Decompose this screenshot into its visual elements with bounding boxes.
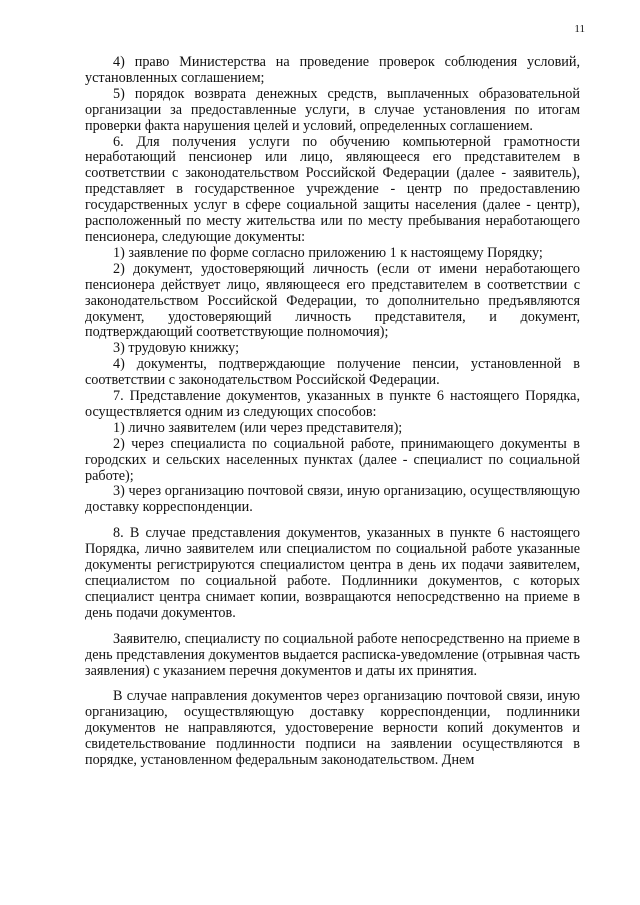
paragraph-clause-8-registration: 8. В случае представления документов, указанных в пункте 6 настоящего Порядка, лично заявителем или специалистом по социальной работе указанные документы регистрируются специалистом центра в день их подачи заявителем, специалистом по социальной работе. Подлинники документов, с которых специалист центра снимает копии, возвращаются непосредственно на приеме в день подачи документов. [85, 525, 580, 621]
paragraph-clause-7-submission: 7. Представление документов, указанных в пункте 6 настоящего Порядка, осуществляется одним из следующих способов: [85, 388, 580, 420]
paragraph-doc-4-pension: 4) документы, подтверждающие получение пенсии, установленной в соответствии с законодательством Российской Федерации. [85, 356, 580, 389]
paragraph-item-4-ministry-inspections: 4) право Министерства на проведение проверок соблюдения условий, установленных соглашением; [85, 54, 580, 86]
paragraph-way-2-social-worker: 2) через специалиста по социальной работе, принимающего документы в городских и сельских населенных пунктах (далее - специалист по социальной работе); [85, 435, 580, 484]
paragraph-doc-2-identity: 2) документ, удостоверяющий личность (если от имени неработающего пенсионера действует лицо, являющееся его представителем в соответствии с законодательством Российской Федерации, то дополнительно предъявляются документ, удостоверяющий личность представителя, и документ, подтверждающий соответствующие полномочия); [85, 260, 580, 341]
document-body [85, 55, 580, 769]
paragraph-item-5-refund-procedure: 5) порядок возврата денежных средств, выплаченных образовательной организации за предоставленные услуги, в случае установления по итогам проверки факта нарушения целей и условий, определенных соглашением. [85, 85, 580, 134]
paragraph-doc-1-application: 1) заявление по форме согласно приложению 1 к настоящему Порядку; [113, 244, 543, 261]
paragraph-way-1-in-person: 1) лично заявителем (или через представителя); [113, 419, 403, 436]
page-number: 11 [574, 23, 585, 35]
paragraph-postal-submission: В случае направления документов через организацию почтовой связи, иную организацию, осуществляющую доставку корреспонденции, подлинники документов не направляются, удостоверение верности копий документов и свидетельствование подлинности подписи на заявлении осуществляются в порядке, установленном федеральным законодательством. Днем [85, 688, 580, 769]
paragraph-clause-6-documents: 6. Для получения услуги по обучению компьютерной грамотности неработающий пенсионер или лицо, являющееся его представителем в соответствии с законодательством Российской Федерации (далее - заявитель), представляет в государственное учреждение - центр по предоставлению государственных услуг в сфере социальной защиты населения (далее - центр), расположенный по месту жительства или по месту пребывания неработающего пенсионера, следующие документы: [85, 133, 580, 245]
paragraph-doc-3-work-book: 3) трудовую книжку; [113, 340, 240, 357]
paragraph-way-3-post: 3) через организацию почтовой связи, иную организацию, осуществляющую доставку корреспонденции. [85, 483, 580, 516]
paragraph-receipt-notice: Заявителю, специалисту по социальной работе непосредственно на приеме в день представления документов выдается расписка-уведомление (отрывная часть заявления) с указанием перечня документов и даты их принятия. [85, 630, 580, 679]
